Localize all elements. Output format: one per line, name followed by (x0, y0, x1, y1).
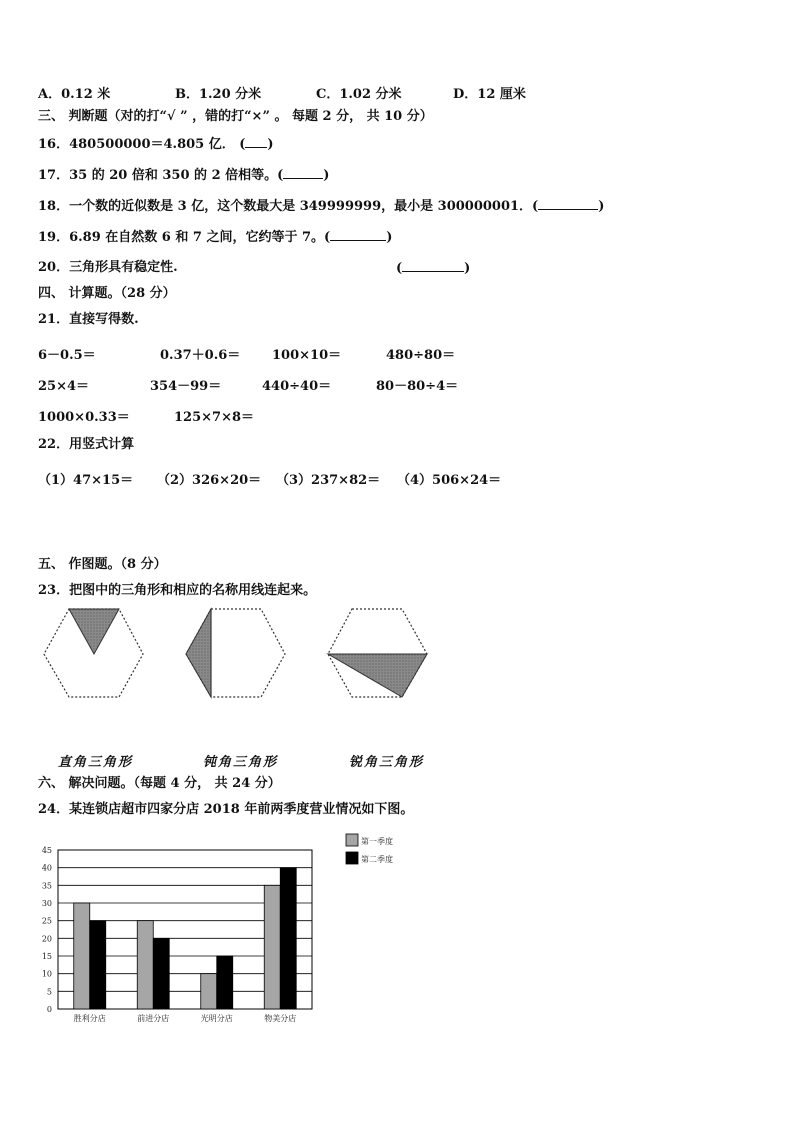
y-tick-label: 35 (41, 881, 52, 891)
question-18 (38, 198, 604, 215)
answer-blank[interactable] (245, 136, 267, 148)
section-5-title: 五、 作图题。（8 分） (38, 557, 167, 572)
question-17-text: 17．35 的 20 倍和 350 的 2 倍相等。( (38, 168, 284, 183)
question-18-text: 18．一个数的近似数是 3 亿，这个数最大是 349999999，最小是 300000001．( (38, 199, 539, 214)
question-20-answer (396, 260, 470, 277)
y-tick-label: 10 (41, 969, 52, 979)
sales-bar-chart (30, 828, 420, 1028)
y-tick-label: 0 (46, 1005, 52, 1014)
question-18-close: ) (598, 199, 605, 214)
vertical-calc-item: （2）326×20＝ (157, 473, 262, 488)
calc-item: 354－99＝ (150, 379, 222, 394)
question-24-title: 24．某连锁店超市四家分店 2018 年前两季度营业情况如下图。 (38, 802, 414, 817)
question-20-close: ) (464, 261, 471, 276)
bar (280, 868, 296, 1009)
x-category-label: 前进分店 (137, 1014, 170, 1023)
question-22-title: 22．用竖式计算 (38, 437, 135, 452)
hexagon-figure-1 (44, 609, 143, 697)
question-20 (38, 260, 178, 276)
calc-item: 125×7×8＝ (174, 410, 255, 425)
answer-blank[interactable] (538, 198, 598, 210)
calc-item: 0.37＋0.6＝ (160, 348, 241, 363)
calc-item: 25×4＝ (38, 379, 90, 394)
bar (90, 921, 106, 1009)
hexagon-figure-2 (186, 609, 285, 697)
question-16-close: ) (267, 137, 274, 152)
question-23-title: 23．把图中的三角形和相应的名称用线连起来。 (38, 583, 317, 598)
answer-blank[interactable] (330, 229, 386, 241)
question-19 (38, 229, 392, 246)
x-category-label: 光明分店 (200, 1014, 233, 1023)
question-21-title: 21．直接写得数. (38, 312, 139, 327)
y-tick-label: 30 (41, 899, 52, 908)
question-16-text: 16．480500000＝4.805 亿． ( (38, 137, 246, 152)
calc-item: 80－80÷4＝ (376, 379, 459, 394)
legend-swatch (346, 834, 358, 846)
section-6-title: 六、 解决问题。（每题 4 分， 共 24 分） (38, 776, 281, 791)
legend-label: 第一季度 (361, 837, 393, 846)
bar (74, 903, 90, 1009)
calc-item: 100×10＝ (272, 348, 342, 363)
calc-item: 440÷40＝ (262, 379, 332, 394)
question-17 (38, 167, 329, 184)
section-4-title: 四、 计算题。（28 分） (38, 286, 176, 301)
option-d: D．12 厘米 (453, 87, 526, 102)
question-19-text: 19．6.89 在自然数 6 和 7 之间，它约等于 7。( (38, 230, 331, 245)
question-20-open: ( (396, 261, 403, 276)
answer-blank[interactable] (283, 167, 323, 179)
section-3-title: 三、 判断题（对的打“√ ” ，错的打“×” 。 每题 2 分， 共 10 分） (38, 109, 433, 124)
calc-item: 1000×0.33＝ (38, 410, 130, 425)
legend-label: 第二季度 (361, 855, 393, 864)
option-b: B．1.20 分米 (175, 87, 262, 102)
label-acute-triangle: 锐角三角形 (349, 755, 425, 770)
bar (201, 974, 217, 1009)
option-a: A．0.12 米 (38, 87, 111, 102)
vertical-calc-item: （3）237×82＝ (276, 473, 381, 488)
label-obtuse-triangle: 钝角三角形 (203, 755, 279, 770)
bar (217, 956, 233, 1009)
y-tick-label: 15 (41, 952, 52, 961)
y-tick-label: 25 (41, 916, 52, 926)
x-category-label: 物美分店 (264, 1014, 297, 1023)
question-16 (38, 136, 274, 153)
y-tick-label: 40 (41, 863, 52, 873)
label-right-triangle: 直角三角形 (58, 755, 134, 770)
y-tick-label: 45 (41, 846, 52, 855)
question-19-close: ) (386, 230, 393, 245)
bar (264, 885, 280, 1009)
calc-item: 6－0.5＝ (38, 348, 96, 363)
triangle-figures (0, 600, 794, 710)
y-tick-label: 5 (46, 987, 52, 997)
question-17-close: ) (323, 168, 330, 183)
hexagon-figure-3 (328, 609, 427, 697)
answer-blank[interactable] (402, 260, 464, 272)
question-20-text: 20．三角形具有稳定性. (38, 260, 178, 275)
x-category-label: 胜利分店 (73, 1014, 106, 1023)
vertical-calc-item: （1）47×15＝ (38, 473, 134, 488)
y-tick-label: 20 (41, 934, 52, 944)
calc-item: 480÷80＝ (386, 348, 456, 363)
legend-swatch (346, 852, 358, 864)
bar (153, 938, 169, 1009)
bar (137, 921, 153, 1009)
option-c: C．1.02 分米 (316, 87, 402, 102)
vertical-calc-item: （4）506×24＝ (397, 473, 502, 488)
